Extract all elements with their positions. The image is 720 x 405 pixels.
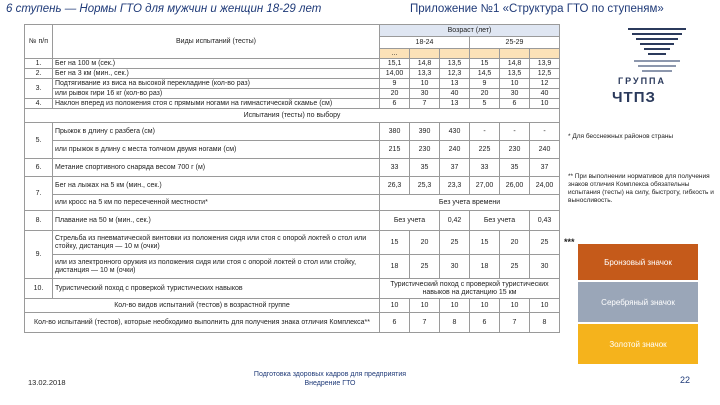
row-label: Плавание на 50 м (мин., сек.) — [53, 211, 380, 231]
cell: 37 — [530, 159, 560, 177]
cell: 18 — [470, 255, 500, 279]
row-label: или кросс на 5 км по пересеченной местности* — [53, 195, 380, 211]
cell: 33 — [470, 159, 500, 177]
cell: 15 — [470, 59, 500, 69]
cell: 10 — [440, 299, 470, 313]
cell: 8 — [530, 313, 560, 333]
cell: 6 — [470, 313, 500, 333]
cell: 14,00 — [380, 69, 410, 79]
logo-name-text: ЧТПЗ — [612, 89, 656, 106]
logo-group-text: ГРУППА — [618, 76, 667, 86]
cell: 0,43 — [530, 211, 560, 231]
cell: 10 — [500, 79, 530, 89]
row-num: 1. — [25, 59, 53, 69]
cell-span: Туристический поход с проверкой туристических навыков на дистанцию 15 км — [380, 279, 560, 299]
cell: 10 — [530, 299, 560, 313]
cell: 26,3 — [380, 177, 410, 195]
footnote-2: ** При выполнении нормативов для получения знаков отличия Комплекса обязательны испытания (тесты) на силу, быстроту, гибкость и выносливость. — [568, 173, 714, 204]
row-label: Наклон вперед из положения стоя с прямыми ногами на гимнастической скамье (см) — [53, 99, 380, 109]
cell: 18 — [380, 255, 410, 279]
cell: 25 — [410, 255, 440, 279]
cell: 26,00 — [500, 177, 530, 195]
cell: 15 — [380, 231, 410, 255]
cell: 225 — [470, 141, 500, 159]
cell: 12,3 — [440, 69, 470, 79]
cell: 20 — [380, 89, 410, 99]
row-label: или из электронного оружия из положения сидя или стоя с опорой локтей о стол или стойку, дистанция — 10 м (очки) — [53, 255, 380, 279]
cell: 35 — [410, 159, 440, 177]
cell: 35 — [500, 159, 530, 177]
footnote-1: * Для бесснежных районов страны — [568, 133, 674, 140]
cell: 30 — [410, 89, 440, 99]
cell: 13,5 — [500, 69, 530, 79]
cell: 15 — [470, 231, 500, 255]
row-label: Бег на лыжах на 5 км (мин., сек.) — [53, 177, 380, 195]
cell: - — [500, 123, 530, 141]
cell: 37 — [440, 159, 470, 177]
cell: 6 — [380, 99, 410, 109]
cell: 8 — [440, 313, 470, 333]
cell: 9 — [470, 79, 500, 89]
row-label: Бег на 3 км (мин., сек.) — [53, 69, 380, 79]
age-header: Возраст (лет) — [380, 25, 560, 37]
row-num: 8. — [25, 211, 53, 231]
cell: 9 — [380, 79, 410, 89]
page-title: 6 ступень — Нормы ГТО для мужчин и женщин 18-29 лет — [6, 3, 322, 15]
row-num: 4. — [25, 99, 53, 109]
footnote-marker: *** — [564, 237, 575, 247]
cell: 12,5 — [530, 69, 560, 79]
cell: 14,5 — [470, 69, 500, 79]
page-number: 22 — [680, 375, 691, 385]
row-num: 7. — [25, 177, 53, 211]
footer-date: 13.02.2018 — [28, 378, 66, 387]
cell: 215 — [380, 141, 410, 159]
cell: 13,3 — [410, 69, 440, 79]
cell: 7 — [410, 313, 440, 333]
cell: 30 — [530, 255, 560, 279]
cell: 20 — [500, 231, 530, 255]
gold-badge: Золотой значок — [578, 324, 698, 364]
cell: 7 — [500, 313, 530, 333]
cell: 13 — [440, 99, 470, 109]
cell: Без учета — [470, 211, 530, 231]
row-num: 6. — [25, 159, 53, 177]
row-label: Бег на 100 м (сек.) — [53, 59, 380, 69]
cell: 27,00 — [470, 177, 500, 195]
row-label: Стрельба из пневматической винтовки из положения сидя или стоя с опорой локтей о стол или стойку, дистанция — 10 м (очки) — [53, 231, 380, 255]
row-label: или рывок гири 16 кг (кол-во раз) — [53, 89, 380, 99]
cell: 14,8 — [500, 59, 530, 69]
cell: 5 — [470, 99, 500, 109]
ellipsis-cell: ... — [380, 49, 410, 59]
row-label: Туристический поход с проверкой туристических навыков — [53, 279, 380, 299]
cell: 20 — [470, 89, 500, 99]
row-label: или прыжок в длину с места толчком двумя ногами (см) — [53, 141, 380, 159]
cell: 13 — [440, 79, 470, 89]
row-label: Прыжок в длину с разбега (см) — [53, 123, 380, 141]
cell: 13,5 — [440, 59, 470, 69]
cell: 6 — [500, 99, 530, 109]
cell: 23,3 — [440, 177, 470, 195]
cell: 6 — [380, 313, 410, 333]
cell: 14,8 — [410, 59, 440, 69]
col-tests-header: Виды испытаний (тесты) — [53, 25, 380, 59]
cell: 10 — [500, 299, 530, 313]
cell: 30 — [500, 89, 530, 99]
cell: 240 — [440, 141, 470, 159]
cell: 25 — [500, 255, 530, 279]
cell: 25 — [530, 231, 560, 255]
row-num: 5. — [25, 123, 53, 159]
cell: 12 — [530, 79, 560, 89]
cell: 10 — [380, 299, 410, 313]
row-label: Метание спортивного снаряда весом 700 г (м) — [53, 159, 380, 177]
cell: 15,1 — [380, 59, 410, 69]
cell: 13,9 — [530, 59, 560, 69]
cell: 230 — [410, 141, 440, 159]
cell: 390 — [410, 123, 440, 141]
cell: 0,42 — [440, 211, 470, 231]
bronze-badge: Бронзовый значок — [578, 244, 698, 280]
row-num: 9. — [25, 231, 53, 279]
row-num: 10. — [25, 279, 53, 299]
cell: 24,00 — [530, 177, 560, 195]
cell: 10 — [410, 79, 440, 89]
appendix-title: Приложение №1 «Структура ГТО по ступеням» — [410, 3, 664, 15]
cell: 20 — [410, 231, 440, 255]
cell: Без учета — [380, 211, 440, 231]
cell: 40 — [440, 89, 470, 99]
cell: 430 — [440, 123, 470, 141]
row-label: Кол-во видов испытаний (тестов) в возрастной группе — [25, 299, 380, 313]
row-label: Кол-во испытаний (тестов), которые необходимо выполнить для получения знака отличия Комплекса** — [25, 313, 380, 333]
cell: 10 — [530, 99, 560, 109]
col-num-header: № п/п — [25, 25, 53, 59]
row-label: Подтягивание из виса на высокой перекладине (кол-во раз) — [53, 79, 380, 89]
footer-caption: Подготовка здоровых кадров для предприятия Внедрение ГТО — [253, 371, 407, 387]
cell: 240 — [530, 141, 560, 159]
cell: 230 — [500, 141, 530, 159]
silver-badge: Серебряный значок — [578, 282, 698, 322]
cell: 30 — [440, 255, 470, 279]
row-num: 2. — [25, 69, 53, 79]
age-group-18-24: 18-24 — [380, 37, 470, 49]
cell-span: Без учета времени — [380, 195, 560, 211]
age-group-25-29: 25-29 — [470, 37, 560, 49]
cell: - — [530, 123, 560, 141]
cell: 10 — [410, 299, 440, 313]
cell: 40 — [530, 89, 560, 99]
cell: 25,3 — [410, 177, 440, 195]
cell: - — [470, 123, 500, 141]
cell: 33 — [380, 159, 410, 177]
cell: 380 — [380, 123, 410, 141]
cell: 10 — [470, 299, 500, 313]
cell: 7 — [410, 99, 440, 109]
optional-tests-header: Испытания (тесты) по выбору — [25, 109, 560, 123]
norms-table — [24, 24, 560, 333]
row-num: 3. — [25, 79, 53, 99]
cell: 25 — [440, 231, 470, 255]
